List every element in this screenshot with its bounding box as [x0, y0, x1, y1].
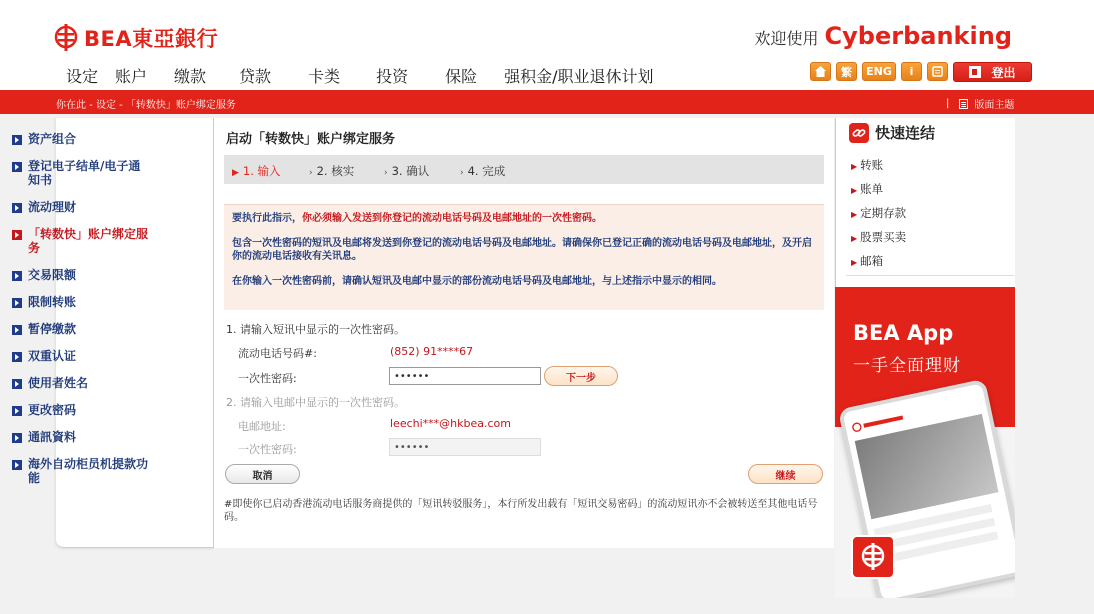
english-button[interactable]: ENG [862, 62, 896, 81]
brand-name: BEA東亞銀行 [84, 27, 219, 51]
arrow-icon: ▶ [851, 210, 858, 219]
quick-link-label: 股票买卖 [860, 230, 907, 244]
quick-link-label: 定期存款 [860, 206, 907, 220]
bea-app-icon [851, 535, 895, 579]
arrow-icon [12, 230, 22, 240]
logout-icon [969, 66, 981, 78]
nav-payments[interactable]: 缴款 [174, 67, 207, 86]
arrow-icon [12, 379, 22, 389]
product-name: Cyberbanking [824, 22, 1012, 50]
menu-estatement[interactable] [12, 159, 152, 187]
notice-paragraph-1 [232, 212, 812, 225]
nav-insurance[interactable]: 保险 [445, 67, 478, 86]
menu-label: 暂停缴款 [28, 322, 77, 336]
theme-icon [959, 99, 968, 109]
theme-link[interactable] [946, 96, 1014, 111]
print-icon [931, 65, 944, 78]
bea-logo-icon [54, 23, 78, 53]
quick-link-transfer[interactable] [851, 157, 883, 173]
menu-contact-info[interactable] [12, 430, 152, 444]
quick-link-mailbox[interactable] [851, 253, 883, 269]
menu-restrict-transfer[interactable] [12, 295, 152, 309]
quick-link-bills[interactable] [851, 181, 883, 197]
arrow-icon [12, 406, 22, 416]
nav-settings[interactable]: 设定 [66, 67, 99, 86]
menu-label: 双重认证 [28, 349, 77, 363]
step-arrow-icon: ▶ [232, 168, 239, 178]
menu-change-password[interactable] [12, 403, 152, 417]
nav-loans[interactable]: 贷款 [239, 67, 272, 86]
phone-label: 流动电话号码#: [238, 347, 317, 360]
sms-otp-input[interactable]: •••••• [389, 367, 541, 385]
menu-transaction-limit[interactable] [12, 268, 152, 282]
menu-label: 使用者姓名 [28, 376, 89, 390]
quick-link-label: 转账 [860, 158, 884, 172]
step-label: 4. 完成 [467, 164, 506, 178]
email-heading: 2. 请输入电邮中显示的一次性密码。 [226, 396, 405, 409]
menu-label: 流动理财 [28, 200, 77, 214]
sms-otp-label: 一次性密码: [238, 372, 297, 385]
menu-2fa[interactable] [12, 349, 152, 363]
phone-value: (852) 91****67 [390, 345, 474, 358]
menu-label: 「转数快」账户绑定服务 [28, 227, 149, 255]
arrow-icon [12, 433, 22, 443]
notice-paragraph-3: 在你输入一次性密码前，请确认短讯及电邮中显示的部份流动电话号码及电邮地址，与上述指示中显示的相同。 [232, 276, 722, 287]
info-button[interactable]: i [901, 62, 922, 81]
notice-prefix: 要执行此指示， [232, 213, 302, 224]
nav-cards[interactable]: 卡类 [308, 67, 341, 86]
page-title: 启动「转数快」账户绑定服务 [226, 132, 396, 147]
notice-warning: 你必须输入发送到你登记的流动电话号码及电邮地址的一次性密码。 [302, 213, 602, 224]
main-nav [66, 64, 654, 87]
step-arrow-icon: › [460, 168, 464, 178]
menu-suspend-payment[interactable] [12, 322, 152, 336]
arrow-icon [12, 162, 22, 172]
menu-label: 资产组合 [28, 132, 77, 146]
cancel-button[interactable]: 取消 [225, 464, 300, 484]
toolbar [810, 62, 948, 81]
quick-link-stocks[interactable] [851, 229, 906, 245]
arrow-icon [12, 298, 22, 308]
menu-portfolio[interactable] [12, 132, 152, 146]
arrow-icon: ▶ [851, 234, 858, 243]
quick-links-title: 快速连结 [875, 124, 936, 142]
nav-investment[interactable]: 投资 [376, 67, 409, 86]
home-button[interactable] [810, 62, 831, 81]
welcome-banner [755, 22, 1012, 50]
menu-label: 海外自动柜员机提款功能 [28, 457, 149, 485]
theme-label: 版面主题 [974, 100, 1015, 111]
sms-heading: 1. 请输入短讯中显示的一次性密码。 [226, 323, 405, 336]
step-label: 2. 核实 [316, 164, 355, 178]
step-arrow-icon: › [309, 168, 313, 178]
email-label: 电邮地址: [238, 420, 286, 433]
arrow-icon [12, 135, 22, 145]
phone-photo [855, 414, 999, 519]
menu-label: 限制转账 [28, 295, 77, 309]
menu-overseas-atm[interactable] [12, 457, 152, 485]
menu-mobile-banking[interactable] [12, 200, 152, 214]
arrow-icon [12, 271, 22, 281]
menu-label: 更改密码 [28, 403, 77, 417]
welcome-prefix: 欢迎使用 [754, 29, 819, 48]
step-arrow-icon: › [384, 168, 388, 178]
logout-label: 登出 [991, 65, 1016, 80]
quick-link-time-deposit[interactable] [851, 205, 906, 221]
email-value: leechi***@hkbea.com [390, 417, 511, 430]
menu-label: 登记电子结单/电子通知书 [28, 159, 141, 187]
quick-links-header [849, 122, 935, 143]
step-label: 1. 输入 [242, 164, 281, 178]
theme-separator: | [946, 98, 950, 109]
step-label: 3. 确认 [391, 164, 430, 178]
arrow-icon: ▶ [851, 258, 858, 267]
app-banner-title: BEA App [853, 321, 954, 345]
divider [846, 275, 1014, 276]
notice-paragraph-2: 包含一次性密码的短讯及电邮将发送到你登记的流动电话号码及电邮地址。请确保你已登记正确的流动电话号码及电邮地址，及开启你的流动电话接收有关讯息。 [232, 238, 812, 262]
menu-fps-binding[interactable] [12, 227, 152, 255]
arrow-icon [12, 460, 22, 470]
menu-label: 通訊資料 [28, 430, 77, 444]
menu-label: 交易限额 [28, 268, 77, 282]
email-otp-label: 一次性密码: [238, 443, 297, 456]
nav-accounts[interactable]: 账户 [115, 67, 148, 86]
continue-button[interactable]: 继续 [748, 464, 823, 484]
app-banner-subtitle: 一手全面理财 [853, 356, 961, 376]
breadcrumb: 你在此 - 设定 - 「转数快」账户绑定服务 [56, 100, 236, 111]
arrow-icon: ▶ [851, 186, 858, 195]
next-button[interactable]: 下一步 [544, 366, 618, 386]
bea-app-banner[interactable] [835, 287, 1015, 598]
quick-link-label: 账单 [860, 182, 884, 196]
print-button[interactable] [927, 62, 948, 81]
step-confirm [384, 163, 429, 179]
nav-mpf[interactable]: 强积金/职业退休计划 [504, 67, 654, 86]
arrow-icon: ▶ [851, 162, 858, 171]
arrow-icon [12, 203, 22, 213]
footnote: #即使你已启动香港流动电话服务商提供的「短讯转驳服务」，本行所发出载有「短讯交易密码」的流动短讯亦不会被转送至其他电话号码。 [224, 499, 818, 523]
link-icon [849, 123, 869, 143]
arrow-icon [12, 325, 22, 335]
traditional-chinese-button[interactable]: 繁 [836, 62, 857, 81]
step-complete [460, 163, 505, 179]
bea-logo[interactable] [54, 22, 218, 54]
home-icon [814, 65, 827, 78]
step-input [232, 163, 281, 179]
email-otp-input[interactable]: •••••• [389, 438, 541, 456]
quick-link-label: 邮箱 [860, 254, 884, 268]
logout-button[interactable] [953, 62, 1032, 82]
arrow-icon [12, 352, 22, 362]
step-verify [309, 163, 354, 179]
menu-username[interactable] [12, 376, 152, 390]
